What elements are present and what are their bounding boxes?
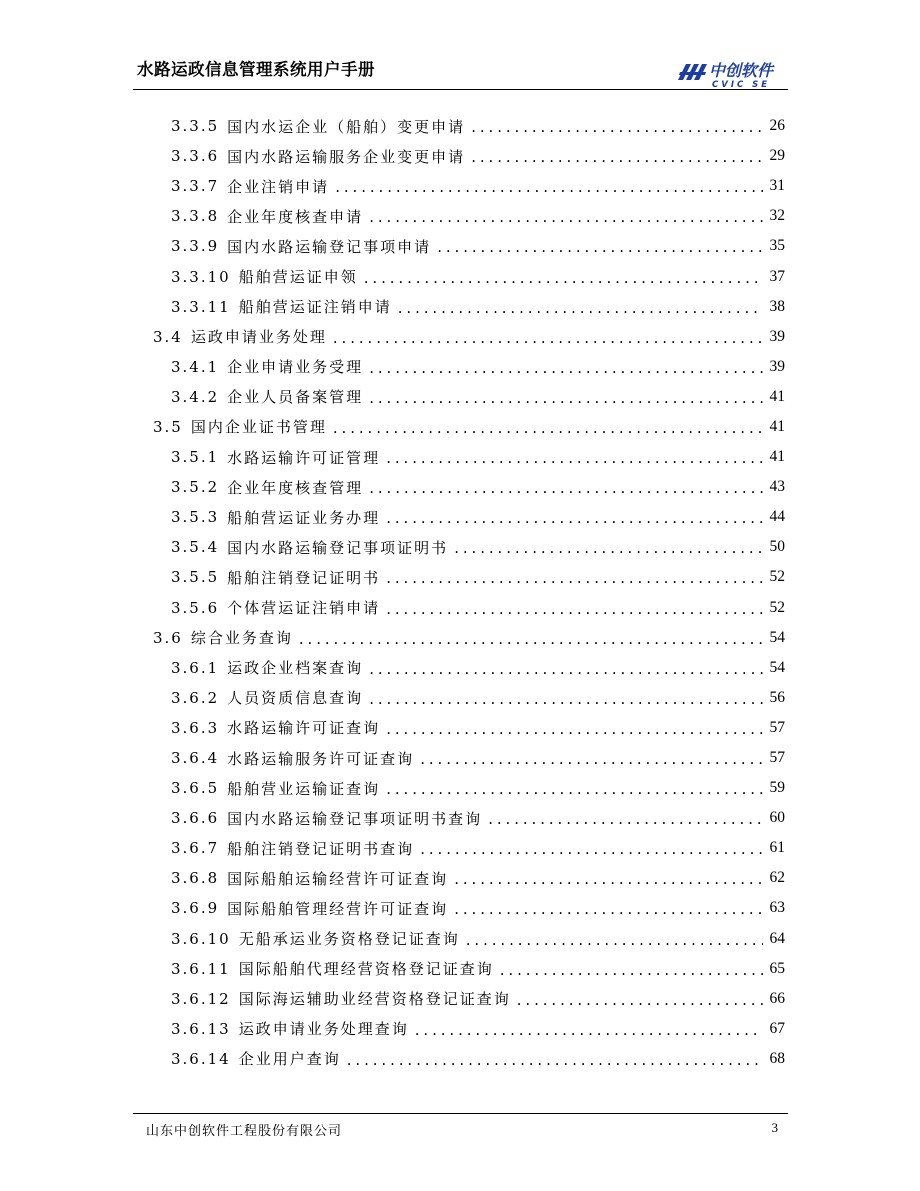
toc-entry-page: 43	[769, 478, 785, 496]
toc-entry-title: 船舶营业运输证查询	[227, 779, 381, 798]
toc-entry-page: 44	[769, 508, 785, 526]
toc-entry-page: 39	[769, 327, 785, 345]
toc-entry-number: 3.6.7	[171, 839, 220, 858]
toc-entry[interactable]	[133, 502, 785, 532]
toc-entry-number: 3.6.3	[171, 718, 220, 737]
toc-entry-page: 64	[769, 929, 785, 947]
toc-entry-number: 3.4.2	[171, 387, 220, 406]
toc-entry-page: 66	[769, 989, 785, 1007]
logo-subtext: CVIC SE	[712, 80, 771, 90]
toc-dot-leader	[500, 961, 763, 979]
toc-entry-number: 3.6	[153, 628, 183, 647]
toc-entry[interactable]	[133, 111, 785, 141]
toc-entry-number: 3.4.1	[171, 357, 220, 376]
toc-entry[interactable]	[133, 803, 785, 833]
toc-entry-page: 26	[769, 117, 785, 135]
toc-dot-leader	[386, 509, 763, 527]
toc-entry-number: 3.3.10	[171, 267, 231, 286]
toc-entry-title: 企业申请业务受理	[227, 358, 364, 377]
toc-entry-title: 船舶营运证申领	[238, 268, 358, 287]
toc-dot-leader	[471, 148, 763, 166]
toc-entry-number: 3.3.11	[171, 297, 231, 316]
toc-entry-number: 3.5.6	[171, 598, 220, 617]
toc-entry-title: 船舶注销登记证明书	[227, 568, 381, 587]
toc-entry-number: 3.6.12	[171, 989, 231, 1008]
toc-entry-title: 企业注销申请	[227, 177, 330, 196]
toc-entry-title: 企业用户查询	[238, 1050, 341, 1069]
toc-entry[interactable]	[133, 593, 785, 623]
toc-entry[interactable]	[133, 773, 785, 803]
footer-divider	[133, 1113, 788, 1114]
toc-entry[interactable]	[133, 1044, 785, 1074]
toc-dot-leader	[517, 991, 763, 1009]
toc-entry-title: 运政企业档案查询	[227, 659, 364, 678]
toc-entry-number: 3.6.10	[171, 929, 231, 948]
toc-dot-leader	[454, 539, 763, 557]
toc-dot-leader	[335, 178, 763, 196]
toc-dot-leader	[488, 810, 763, 828]
toc-dot-leader	[369, 660, 763, 678]
toc-entry-number: 3.3.5	[171, 117, 220, 136]
toc-entry-page: 35	[769, 237, 785, 255]
toc-entry-number: 3.6.13	[171, 1019, 231, 1038]
toc-entry-number: 3.5.4	[171, 538, 220, 557]
toc-entry-title: 船舶营运证业务办理	[227, 508, 381, 527]
toc-entry-page: 59	[769, 779, 785, 797]
toc-entry[interactable]	[133, 743, 785, 773]
toc-dot-leader	[369, 208, 763, 226]
toc-entry-title: 国内水路运输服务企业变更申请	[227, 147, 466, 166]
toc-entry-page: 68	[769, 1049, 785, 1067]
toc-entry-page: 41	[769, 387, 785, 405]
toc-entry-title: 人员资质信息查询	[227, 689, 364, 708]
toc-entry[interactable]	[133, 412, 785, 442]
toc-entry-number: 3.6.1	[171, 658, 220, 677]
toc-dot-leader	[454, 900, 763, 918]
document-title: 水路运政信息管理系统用户手册	[137, 60, 375, 79]
toc-entry-number: 3.3.9	[171, 237, 220, 256]
toc-entry-number: 3.5	[153, 417, 183, 436]
toc-dot-leader	[471, 118, 763, 136]
toc-entry-number: 3.3.7	[171, 177, 220, 196]
toc-entry-title: 企业人员备案管理	[227, 388, 364, 407]
toc-entry-number: 3.6.8	[171, 869, 220, 888]
toc-dot-leader	[333, 419, 763, 437]
toc-entry[interactable]	[133, 382, 785, 412]
toc-entry-title: 国内水运企业（船舶）变更申请	[227, 117, 466, 136]
toc-entry-page: 41	[769, 448, 785, 466]
toc-entry[interactable]	[133, 713, 785, 743]
toc-dot-leader	[398, 299, 763, 317]
toc-entry-title: 国际海运辅助业经营资格登记证查询	[238, 990, 511, 1009]
toc-entry-title: 水路运输许可证管理	[227, 448, 381, 467]
toc-entry-number: 3.4	[153, 327, 183, 346]
footer-company: 山东中创软件工程股份有限公司	[146, 1124, 343, 1139]
toc-entry[interactable]	[133, 532, 785, 562]
toc-entry-number: 3.5.2	[171, 478, 220, 497]
toc-dot-leader	[386, 600, 763, 618]
toc-dot-leader	[466, 931, 763, 949]
toc-entry[interactable]	[133, 683, 785, 713]
toc-entry[interactable]	[133, 833, 785, 863]
toc-entry-page: 61	[769, 839, 785, 857]
toc-entry-number: 3.5.5	[171, 568, 220, 587]
toc-dot-leader	[369, 389, 763, 407]
toc-entry-number: 3.6.9	[171, 899, 220, 918]
toc-entry-page: 56	[769, 688, 785, 706]
toc-entry-page: 39	[769, 357, 785, 375]
toc-entry[interactable]	[133, 352, 785, 382]
footer-page-number: 3	[771, 1120, 778, 1135]
toc-entry-number: 3.5.1	[171, 448, 220, 467]
toc-dot-leader	[386, 720, 763, 738]
toc-entry[interactable]	[133, 954, 785, 984]
toc-entry-number: 3.3.6	[171, 147, 220, 166]
toc-entry-page: 50	[769, 538, 785, 556]
toc-entry-number: 3.6.14	[171, 1049, 231, 1068]
toc-entry-number: 3.6.11	[171, 959, 231, 978]
toc-dot-leader	[420, 750, 763, 768]
toc-entry-number: 3.5.3	[171, 508, 220, 527]
toc-entry[interactable]	[133, 171, 785, 201]
toc-entry-page: 65	[769, 959, 785, 977]
toc-entry-page: 54	[769, 628, 785, 646]
toc-entry-title: 国内水路运输登记事项证明书查询	[227, 809, 483, 828]
toc-entry-page: 67	[769, 1019, 785, 1037]
toc-entry[interactable]	[133, 472, 785, 502]
toc-entry-page: 32	[769, 207, 785, 225]
toc-entry[interactable]	[133, 322, 785, 352]
toc-entry-number: 3.6.6	[171, 809, 220, 828]
toc-dot-leader	[386, 780, 763, 798]
toc-entry-number: 3.6.4	[171, 749, 220, 768]
toc-entry-title: 国内企业证书管理	[190, 418, 327, 437]
toc-dot-leader	[369, 479, 763, 497]
toc-dot-leader	[415, 1021, 763, 1039]
toc-entry-title: 水路运输许可证查询	[227, 719, 381, 738]
toc-entry-title: 水路运输服务许可证查询	[227, 749, 415, 768]
toc-entry[interactable]	[133, 231, 785, 261]
toc-dot-leader	[386, 449, 763, 467]
toc-entry-title: 国内水路运输登记事项申请	[227, 237, 432, 256]
toc-entry[interactable]	[133, 653, 785, 683]
toc-entry-title: 无船承运业务资格登记证查询	[238, 930, 460, 949]
toc-dot-leader	[369, 359, 763, 377]
toc-entry-number: 3.6.5	[171, 779, 220, 798]
toc-entry-title: 国际船舶运输经营许可证查询	[227, 869, 449, 888]
toc-dot-leader	[299, 630, 763, 648]
toc-dot-leader	[333, 329, 763, 347]
page-header	[133, 52, 788, 92]
table-of-contents	[133, 111, 785, 1074]
toc-entry-page: 63	[769, 899, 785, 917]
toc-entry[interactable]	[133, 201, 785, 231]
toc-entry[interactable]	[133, 924, 785, 954]
toc-dot-leader	[454, 870, 763, 888]
toc-entry-page: 54	[769, 658, 785, 676]
company-logo	[676, 56, 788, 90]
toc-dot-leader	[347, 1051, 763, 1069]
toc-entry-page: 52	[769, 598, 785, 616]
toc-entry-title: 国际船舶管理经营许可证查询	[227, 899, 449, 918]
logo-text: 中创软件	[709, 61, 774, 80]
toc-dot-leader	[369, 690, 763, 708]
toc-entry[interactable]	[133, 984, 785, 1014]
toc-entry[interactable]	[133, 1014, 785, 1044]
toc-entry-title: 船舶注销登记证明书查询	[227, 839, 415, 858]
toc-entry[interactable]	[133, 141, 785, 171]
toc-entry[interactable]	[133, 442, 785, 472]
toc-entry[interactable]	[133, 623, 785, 653]
toc-entry-page: 62	[769, 869, 785, 887]
toc-dot-leader	[420, 840, 763, 858]
toc-dot-leader	[437, 238, 763, 256]
toc-entry-page: 41	[769, 417, 785, 435]
toc-dot-leader	[364, 269, 763, 287]
toc-entry-title: 个体营运证注销申请	[227, 599, 381, 618]
toc-entry[interactable]	[133, 863, 785, 893]
toc-entry-title: 综合业务查询	[190, 629, 293, 648]
toc-entry[interactable]	[133, 562, 785, 592]
toc-entry-title: 企业年度核查申请	[227, 207, 364, 226]
toc-entry[interactable]	[133, 261, 785, 291]
toc-entry-number: 3.6.2	[171, 688, 220, 707]
toc-entry-number: 3.3.8	[171, 207, 220, 226]
toc-entry-title: 国内水路运输登记事项证明书	[227, 538, 449, 557]
toc-entry-page: 60	[769, 809, 785, 827]
toc-entry-title: 运政申请业务处理	[190, 328, 327, 347]
toc-entry-title: 运政申请业务处理查询	[238, 1020, 409, 1039]
toc-entry[interactable]	[133, 893, 785, 923]
toc-dot-leader	[386, 569, 763, 587]
toc-entry-page: 37	[769, 267, 785, 285]
toc-entry-title: 船舶营运证注销申请	[238, 298, 392, 317]
toc-entry-page: 52	[769, 568, 785, 586]
toc-entry[interactable]	[133, 292, 785, 322]
header-divider	[133, 89, 788, 90]
toc-entry-page: 57	[769, 749, 785, 767]
toc-entry-page: 31	[769, 177, 785, 195]
toc-entry-page: 29	[769, 147, 785, 165]
toc-entry-page: 38	[769, 297, 785, 315]
toc-entry-title: 国际船舶代理经营资格登记证查询	[238, 960, 494, 979]
toc-entry-page: 57	[769, 718, 785, 736]
toc-entry-title: 企业年度核查管理	[227, 478, 364, 497]
